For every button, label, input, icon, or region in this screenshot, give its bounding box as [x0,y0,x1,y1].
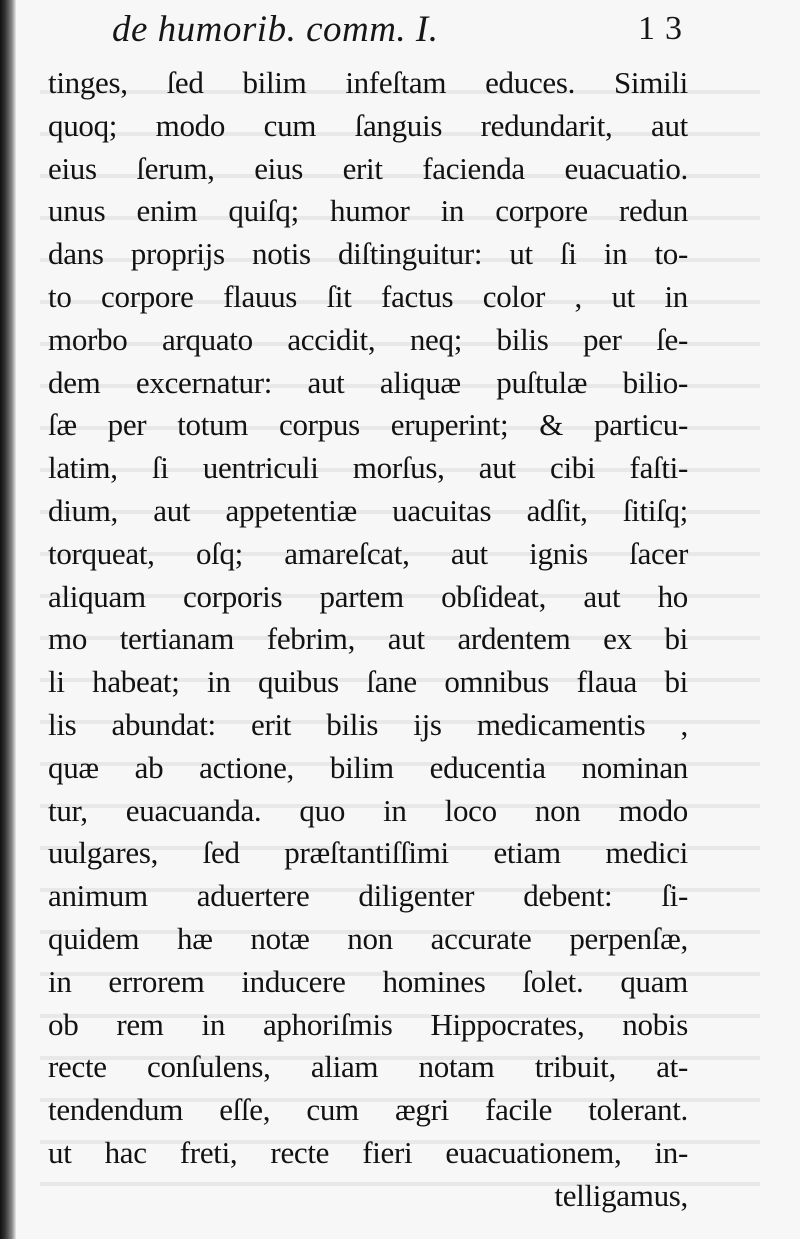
text-line: dans proprijs notis diſtinguitur: ut ſi in to- [48,236,688,272]
text-line: dium, aut appetentiæ uacuitas adſit, ſitiſq; [48,492,688,528]
text-line: to corpore flauus ſit factus color , ut in [48,278,688,314]
text-line: in errorem inducere homines ſolet. quam [48,963,688,999]
text-line: unus enim quiſq; humor in corpore redun [48,193,688,229]
text-line: animum aduertere diligenter debent: ſi- [48,878,688,914]
text-line: tinges, ſed bilim infeſtam educes. Simili [48,65,688,100]
text-line: mo tertianam febrim, aut ardentem ex bi [48,621,688,657]
page-binding-edge [0,0,16,1239]
text-line: uulgares, ſed præſtantiſſimi etiam medici [48,835,688,871]
text-line: tendendum eſſe, cum ægri facile tolerant. [48,1092,688,1128]
text-line: ut hac freti, recte fieri euacuationem, in- [48,1134,688,1170]
body-text [48,62,688,1218]
text-line: latim, ſi uentriculi morſus, aut cibi faſti- [48,450,688,486]
text-line: ob rem in aphoriſmis Hippocrates, nobis [48,1006,688,1042]
text-line: morbo arquato accidit, neq; bilis per ſe- [48,321,688,357]
text-line: quoq; modo cum ſanguis redundarit, aut [48,107,688,143]
text-line: torqueat, oſq; amareſcat, aut ignis ſacer [48,535,688,571]
text-line: quæ ab actione, bilim educentia nominan [48,749,688,785]
text-line: ſæ per totum corpus eruperint; & particu- [48,407,688,443]
text-line: eius ſerum, eius erit facienda euacuatio. [48,150,688,186]
text-line: lis abundat: erit bilis ijs medicamentis , [48,706,688,742]
text-line: li habeat; in quibus ſane omnibus flaua bi [48,664,688,700]
text-line: quidem hæ notæ non accurate perpenſæ, [48,920,688,956]
text-line: recte conſulens, aliam notam tribuit, at- [48,1049,688,1085]
page-number: 13 [638,10,692,47]
text-line: dem excernatur: aut aliquæ puſtulæ bilio- [48,364,688,400]
text-line: aliquam corporis partem obſideat, aut ho [48,578,688,614]
text-line: telligamus, [554,1177,688,1213]
running-header: de humorib. comm. I. [112,9,439,50]
text-line: tur, euacuanda. quo in loco non modo [48,792,688,828]
